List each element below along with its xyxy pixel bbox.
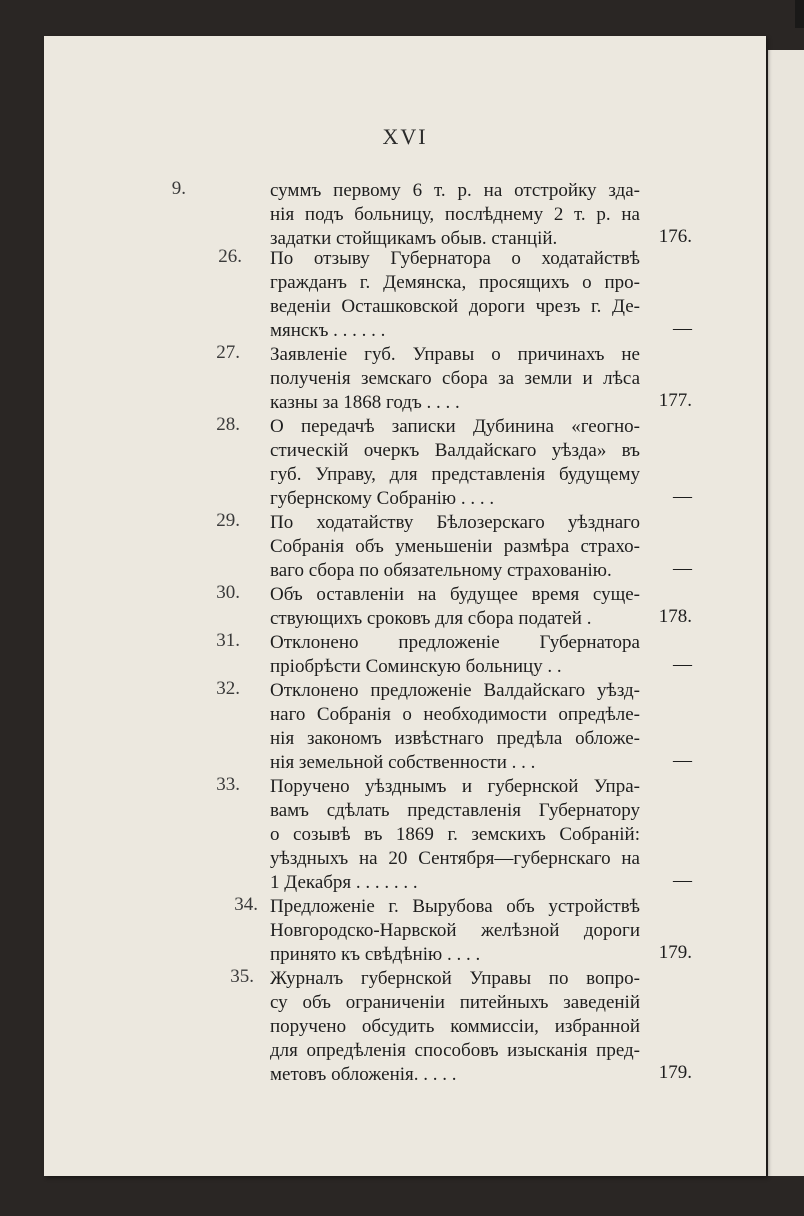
entry-text-line: Отклонено предложеніе Валдайскаго уѣзд- <box>270 680 640 701</box>
entry-text-line: суммъ первому 6 т. р. на отстройку зда- <box>270 180 640 201</box>
entry-page-ref: — <box>673 486 692 507</box>
entry-text-line: полученія земскаго сбора за земли и лѣса <box>270 368 640 389</box>
entry-text-line: наго Собранія о необходимости опредѣле- <box>270 704 640 725</box>
entry-text-line: веденіи Осташковской дороги чрезъ г. Де- <box>270 296 640 317</box>
entry-page-ref: 177. <box>658 390 692 411</box>
entry-text-line: Поручено уѣзднымъ и губернской Упра- <box>270 776 640 797</box>
entry-text-line: о созывѣ въ 1869 г. земскихъ Собраній: <box>270 824 640 845</box>
entry-text-line: По ходатайству Бѣлозерскаго уѣзднаго <box>270 512 640 533</box>
entry-text-line: Заявленіе губ. Управы о причинахъ не <box>270 344 640 365</box>
entry-page-ref: — <box>673 750 692 771</box>
entry-text-line: уѣздныхъ на 20 Сентября—губернскаго на <box>270 848 640 869</box>
toc-entries <box>44 36 766 1176</box>
entry-page-ref: — <box>673 654 692 675</box>
entry-number: 32. <box>216 678 240 699</box>
entry-page-ref: — <box>673 318 692 339</box>
entry-text-line: 1 Декабря . . . . . . . <box>270 872 418 893</box>
entry-text-line: поручено обсудить коммиссіи, избранной <box>270 1016 640 1037</box>
entry-text-line: Предложеніе г. Вырубова объ устройствѣ <box>270 896 640 917</box>
entry-number: 27. <box>216 342 240 363</box>
entry-text-line: ваго сбора по обязательному страхованію. <box>270 560 612 581</box>
entry-page-ref: — <box>673 870 692 891</box>
entry-text-line: Отклонено предложеніе Губернатора <box>270 632 640 653</box>
entry-text-line: О передачѣ записки Дубинина «геогно- <box>270 416 640 437</box>
entry-text-line: губернскому Собранію . . . . <box>270 488 495 509</box>
entry-number: 28. <box>216 414 240 435</box>
entry-text-line: нія подъ больницу, послѣднему 2 т. р. на <box>270 204 640 225</box>
entry-page-ref: 178. <box>658 606 692 627</box>
entry-text-line: мянскъ . . . . . . <box>270 320 386 341</box>
entry-text-line: Собранія объ уменьшеніи размѣра страхо- <box>270 536 640 557</box>
entry-number: 29. <box>216 510 240 531</box>
entry-page-ref: 179. <box>658 1062 692 1083</box>
document-page <box>44 36 766 1176</box>
entry-text-line: Объ оставленіи на будущее время суще- <box>270 584 640 605</box>
dark-strip <box>795 0 804 28</box>
entry-text-line: ствующихъ сроковъ для сбора податей . <box>270 608 592 629</box>
entry-number: 26. <box>218 246 242 267</box>
entry-text-line: нія земельной собственности . . . <box>270 752 536 773</box>
entry-number: 9. <box>171 178 186 199</box>
next-page-edge <box>768 50 804 1176</box>
entry-number: 35. <box>230 966 254 987</box>
entry-page-ref: 176. <box>658 226 692 247</box>
entry-number: 30. <box>216 582 240 603</box>
entry-text-line: вамъ сдѣлать представленія Губернатору <box>270 800 640 821</box>
entry-text-line: принято къ свѣдѣнію . . . . <box>270 944 481 965</box>
entry-number: 31. <box>216 630 240 651</box>
entry-text-line: казны за 1868 годъ . . . . <box>270 392 460 413</box>
entry-number: 33. <box>216 774 240 795</box>
entry-text-line: метовъ обложенія. . . . . <box>270 1064 457 1085</box>
entry-text-line: задатки стойщикамъ обыв. станцій. <box>270 228 558 249</box>
entry-text-line: По отзыву Губернатора о ходатайствѣ <box>270 248 640 269</box>
entry-text-line: су объ ограниченіи питейныхъ заведеній <box>270 992 640 1013</box>
entry-page-ref: 179. <box>658 942 692 963</box>
entry-text-line: Новгородско-Нарвской желѣзной дороги <box>270 920 640 941</box>
entry-text-line: нія закономъ извѣстнаго предѣла обложе- <box>270 728 640 749</box>
entry-text-line: Журналъ губернской Управы по вопро- <box>270 968 640 989</box>
entry-text-line: губ. Управу, для представленія будущему <box>270 464 640 485</box>
entry-text-line: стическій очеркъ Валдайскаго уѣзда» въ <box>270 440 640 461</box>
entry-text-line: пріобрѣсти Соминскую больницу . . <box>270 656 562 677</box>
entry-text-line: для опредѣленія способовъ изысканія пред- <box>270 1040 640 1061</box>
entry-number: 34. <box>234 894 258 915</box>
page-number: XVI <box>382 124 428 149</box>
entry-text-line: гражданъ г. Демянска, просящихъ о про- <box>270 272 640 293</box>
entry-page-ref: — <box>673 558 692 579</box>
